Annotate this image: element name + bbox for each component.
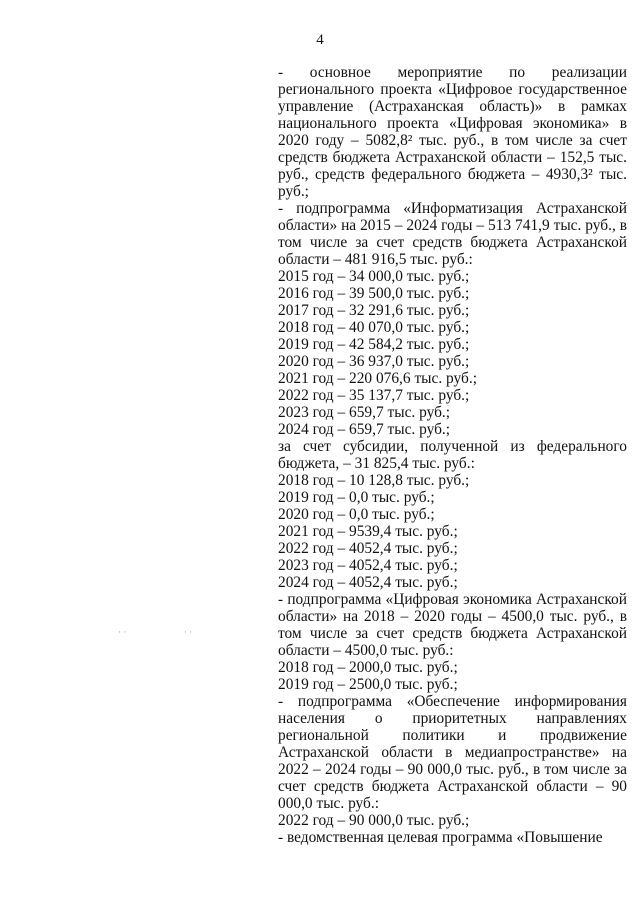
funding-line: 2023 год – 659,7 тыс. руб.; — [278, 404, 451, 421]
funding-line: 2023 год – 4052,4 тыс. руб.; — [278, 557, 458, 574]
funding-line: 2020 год – 0,0 тыс. руб.; — [278, 506, 435, 523]
funding-line: 2022 год – 35 137,7 тыс. руб.; — [278, 387, 470, 404]
funding-line: 2024 год – 659,7 тыс. руб.; — [278, 421, 451, 438]
scan-mark: · · — [118, 627, 127, 637]
paragraph: за счет субсидии, полученной из федерального бюджета, – 31 825,4 тыс. руб.: — [278, 438, 627, 472]
funding-line: 2021 год – 9539,4 тыс. руб.; — [278, 523, 458, 540]
funding-line: 2016 год – 39 500,0 тыс. руб.; — [278, 285, 470, 302]
paragraph: - подпрограмма «Информатизация Астраханской области» на 2015 – 2024 годы – 513 741,9 тыс. руб., в том числе за счет средств бюджета Астраханской области – 481 916,5 тыс. руб.: — [278, 200, 627, 268]
funding-line: 2017 год – 32 291,6 тыс. руб.; — [278, 302, 470, 319]
funding-line: 2021 год – 220 076,6 тыс. руб.; — [278, 370, 477, 387]
funding-line: 2015 год – 34 000,0 тыс. руб.; — [278, 268, 470, 285]
paragraph: - основное мероприятие по реализации регионального проекта «Цифровое государственное управление (Астраханская область)» в рамках национального проекта «Цифровая экономика» в 2020 году – 5082,8² тыс. руб., в том числе за счет средств бюджета Астраханской области – 152,5 тыс. руб., средств федерального бюджета – 4930,3² тыс. руб.; — [278, 64, 627, 200]
funding-line: 2022 год – 4052,4 тыс. руб.; — [278, 540, 458, 557]
funding-line: 2024 год – 4052,4 тыс. руб.; — [278, 574, 458, 591]
scan-mark: · · — [184, 627, 193, 637]
funding-line: 2019 год – 2500,0 тыс. руб.; — [278, 676, 458, 693]
funding-line: 2018 год – 10 128,8 тыс. руб.; — [278, 472, 470, 489]
paragraph: - ведомственная целевая программа «Повышение — [278, 829, 603, 846]
funding-line: 2020 год – 36 937,0 тыс. руб.; — [278, 353, 470, 370]
page-number: 4 — [316, 32, 324, 48]
funding-line: 2019 год – 42 584,2 тыс. руб.; — [278, 336, 470, 353]
funding-line: 2022 год – 90 000,0 тыс. руб.; — [278, 812, 470, 829]
funding-line: 2018 год – 2000,0 тыс. руб.; — [278, 659, 458, 676]
paragraph: - подпрограмма «Обеспечение информирования населения о приоритетных направлениях региональной политики и продвижение Астраханской области в медиапространстве» на 2022 – 2024 годы – 90 000,0 тыс. руб., в том числе за счет средств бюджета Астраханской области – 90 000,0 тыс. руб.: — [278, 693, 627, 812]
document-body — [278, 64, 627, 846]
paragraph: - подпрограмма «Цифровая экономика Астраханской области» на 2018 – 2020 годы – 4500,0 тыс. руб., в том числе за счет средств бюджета Астраханской области – 4500,0 тыс. руб.: — [278, 591, 627, 659]
funding-line: 2018 год – 40 070,0 тыс. руб.; — [278, 319, 470, 336]
funding-line: 2019 год – 0,0 тыс. руб.; — [278, 489, 435, 506]
